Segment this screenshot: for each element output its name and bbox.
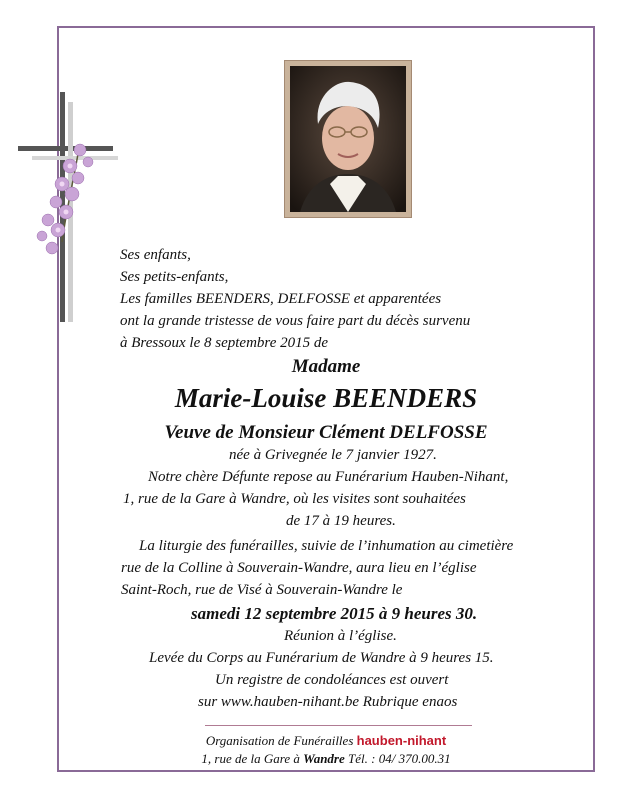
portrait-image	[290, 66, 406, 212]
intro-line: à Bressoux le 8 septembre 2015 de	[120, 335, 329, 351]
portrait-photo	[284, 60, 412, 218]
address-phone: Tél. : 04/ 370.00.31	[348, 751, 451, 766]
intro-line: Ses petits-enfants,	[120, 269, 229, 285]
organizer-prefix: Organisation de Funérailles	[205, 733, 354, 748]
liturgy-line: La liturgie des funérailles, suivie de l’inhumation au cimetière	[139, 538, 514, 554]
intro-line: ont la grande tristesse de vous faire part du décès survenu	[120, 313, 471, 329]
address-town: Wandre	[303, 751, 345, 766]
deceased-name: Marie-Louise BEENDERS	[174, 383, 478, 413]
address-prefix: 1, rue de la Gare à	[201, 751, 300, 766]
organizer-line	[57, 733, 595, 749]
registre-line: Un registre de condoléances est ouvert	[215, 672, 449, 688]
birth-line: née à Grivegnée le 7 janvier 1927.	[229, 447, 437, 463]
registre-line: sur www.hauben-nihant.be Rubrique enaos	[198, 694, 458, 710]
rest-line: Notre chère Défunte repose au Funérarium Hauben-Nihant,	[148, 469, 509, 485]
announcement-intro	[120, 244, 470, 354]
spouse-line: Veuve de Monsieur Clément DELFOSSE	[164, 422, 488, 443]
cross-with-orchid-icon	[18, 92, 118, 322]
liturgy-line: Saint-Roch, rue de Visé à Souverain-Wandre le	[121, 582, 403, 598]
liturgy-line: rue de la Colline à Souverain-Wandre, aura lieu en l’église	[121, 560, 477, 576]
footer-divider	[205, 725, 472, 726]
levee-line: Levée du Corps au Funérarium de Wandre à 9 heures 15.	[149, 650, 494, 666]
organizer-brand: hauben-nihant	[356, 733, 447, 748]
organizer-address	[57, 751, 595, 767]
rest-line: 1, rue de la Gare à Wandre, où les visites sont souhaitées	[123, 491, 466, 507]
intro-line: Les familles BEENDERS, DELFOSSE et apparentées	[120, 291, 442, 307]
intro-line: Ses enfants,	[120, 247, 191, 263]
rest-line: de 17 à 19 heures.	[286, 513, 396, 529]
reunion-line: Réunion à l’église.	[284, 628, 397, 644]
funeral-date: samedi 12 septembre 2015 à 9 heures 30.	[191, 604, 478, 623]
honorific: Madame	[291, 356, 361, 377]
